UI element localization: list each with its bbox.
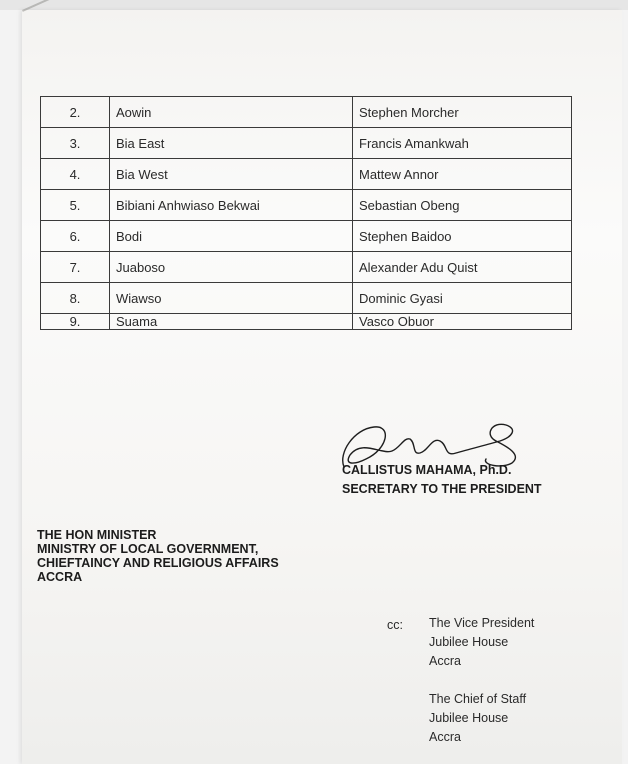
nominee-name: Vasco Obuor (353, 314, 572, 330)
district-name: Bia East (110, 128, 353, 159)
cc-line: The Vice President (429, 616, 535, 630)
district-name: Juaboso (110, 252, 353, 283)
cc-line: The Chief of Staff (429, 692, 527, 706)
cc-recipient (429, 690, 526, 747)
table-row (41, 283, 572, 314)
nominee-name: Alexander Adu Quist (353, 252, 572, 283)
row-number: 7. (41, 252, 110, 283)
row-number: 6. (41, 221, 110, 252)
table-row (41, 221, 572, 252)
signatory-block (342, 461, 542, 499)
row-number: 2. (41, 97, 110, 128)
viewer-top-bar (0, 0, 628, 10)
nominee-name: Mattew Annor (353, 159, 572, 190)
row-number: 8. (41, 283, 110, 314)
table-row (41, 159, 572, 190)
cc-label: cc: (387, 618, 403, 632)
row-number: 5. (41, 190, 110, 221)
cc-line: Jubilee House (429, 635, 509, 649)
addressee-block (37, 528, 279, 584)
table-row (41, 128, 572, 159)
table-row (41, 252, 572, 283)
district-name: Suama (110, 314, 353, 330)
nominee-name: Dominic Gyasi (353, 283, 572, 314)
cc-recipient (429, 614, 534, 671)
nominee-name: Stephen Baidoo (353, 221, 572, 252)
cc-line: Accra (429, 730, 461, 744)
district-table (40, 96, 572, 330)
signatory-name: CALLISTUS MAHAMA, Ph.D. (342, 463, 512, 477)
table-row (41, 97, 572, 128)
addressee-line: ACCRA (37, 570, 83, 584)
district-name: Bibiani Anhwiaso Bekwai (110, 190, 353, 221)
nominee-name: Francis Amankwah (353, 128, 572, 159)
district-name: Bodi (110, 221, 353, 252)
district-name: Bia West (110, 159, 353, 190)
addressee-line: MINISTRY OF LOCAL GOVERNMENT, (37, 542, 259, 556)
table-row (41, 190, 572, 221)
cc-line: Accra (429, 654, 461, 668)
row-number: 3. (41, 128, 110, 159)
nominee-name: Sebastian Obeng (353, 190, 572, 221)
row-number: 9. (41, 314, 110, 330)
row-number: 4. (41, 159, 110, 190)
cc-line: Jubilee House (429, 711, 509, 725)
district-name: Aowin (110, 97, 353, 128)
addressee-line: THE HON MINISTER (37, 528, 157, 542)
signatory-title: SECRETARY TO THE PRESIDENT (342, 482, 542, 496)
table-row (41, 314, 572, 330)
district-name: Wiawso (110, 283, 353, 314)
nominee-name: Stephen Morcher (353, 97, 572, 128)
addressee-line: CHIEFTAINCY AND RELIGIOUS AFFAIRS (37, 556, 279, 570)
